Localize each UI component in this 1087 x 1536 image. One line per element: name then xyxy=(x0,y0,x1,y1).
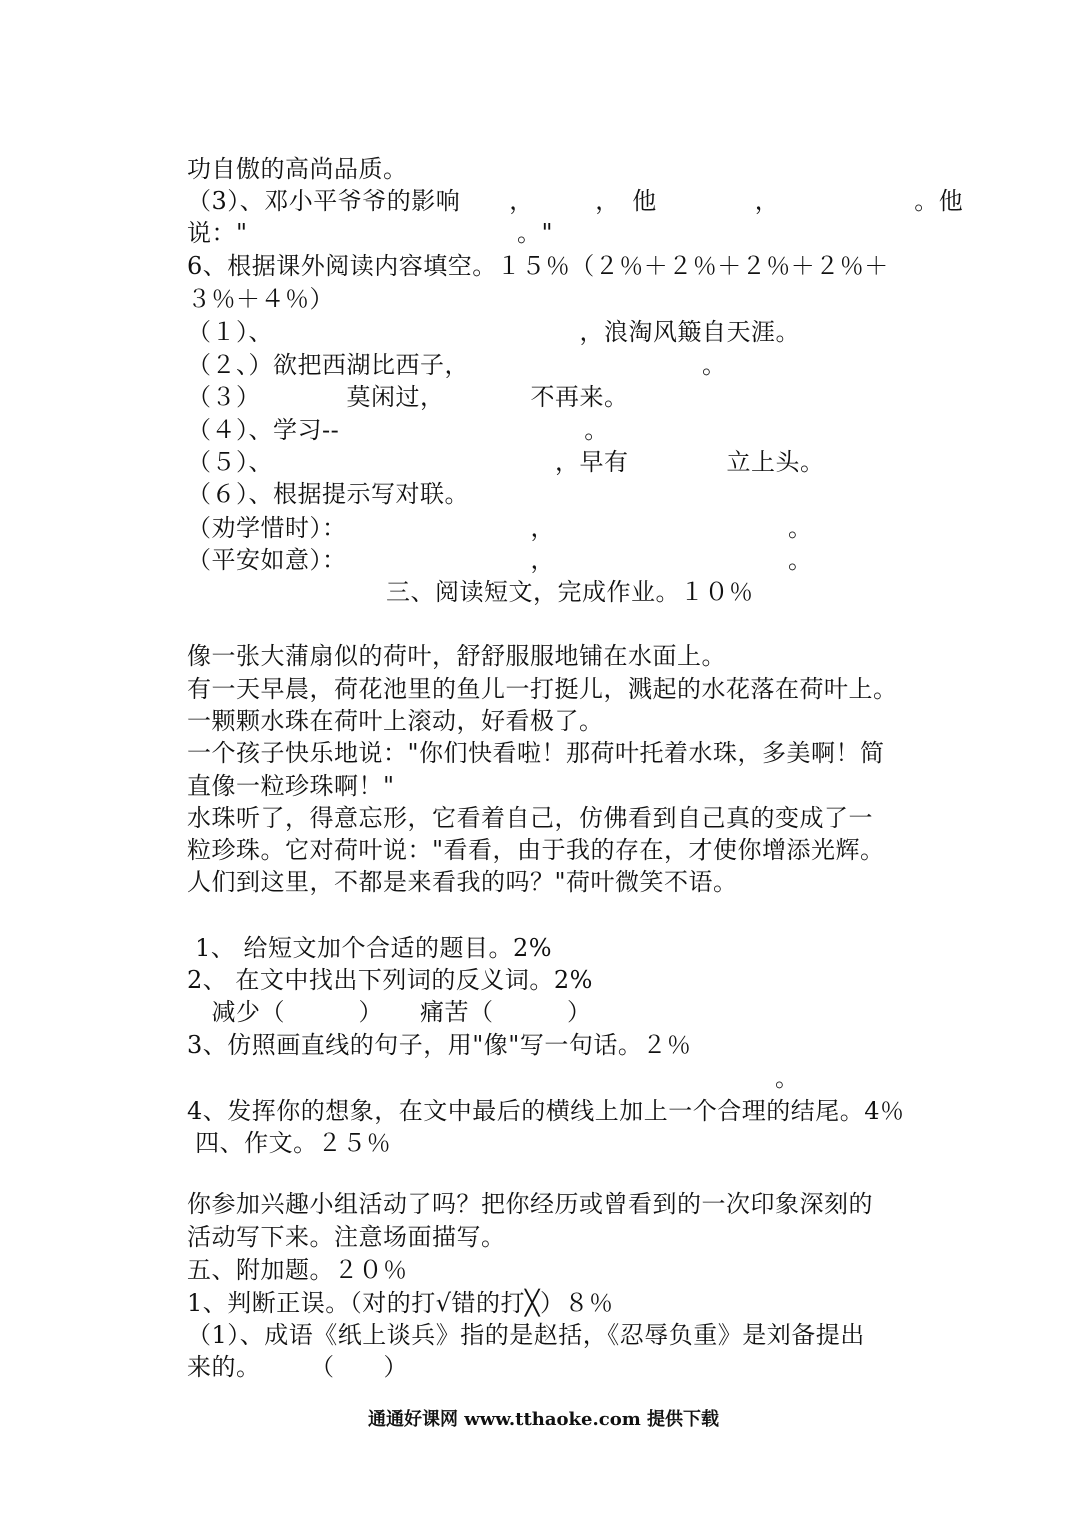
passage-line: 水珠听了，得意忘形，它看着自己，仿佛看到自己真的变成了一 xyxy=(187,804,873,832)
question-line: 2、 在文中找出下列词的反义词。2% xyxy=(187,966,593,994)
page-footer: 通通好课网 www.tthaoke.com 提供下载 xyxy=(367,1409,720,1430)
passage-line: 粒珍珠。它对荷叶说："看看，由于我的存在，才使你增添光辉。 xyxy=(187,836,885,864)
text-line: 功自傲的高尚品质。 xyxy=(187,155,408,183)
passage-line: 一颗颗水珠在荷叶上滚动，好看极了。 xyxy=(187,707,604,735)
text-line: （２、）欲把西湖比西子， 。 xyxy=(187,351,727,379)
question-line: 减少（ ） 痛苦（ ） xyxy=(187,998,592,1026)
question-line: 。 xyxy=(187,1064,800,1092)
text-line: （３） 莫闲过， 不再来。 xyxy=(187,383,629,411)
passage-line: 直像一粒珍珠啊！" xyxy=(187,772,395,800)
text-line: （６）、根据提示写对联。 xyxy=(187,480,469,508)
text-line: （５）、 ，早有 立上头。 xyxy=(187,448,825,476)
text-line: 6、根据课外阅读内容填空。１５％（２％＋２％＋２％＋２％＋ xyxy=(187,252,889,280)
question-line: 1、判断正误。（对的打√错的打╳）８％ xyxy=(187,1289,614,1317)
text-line: 活动写下来。注意场面描写。 xyxy=(187,1223,506,1251)
section-heading: 三、阅读短文，完成作业。１０％ xyxy=(386,578,754,606)
question-line: （1）、成语《纸上谈兵》指的是赵括，《忍辱负重》是刘备提出 xyxy=(187,1321,865,1349)
question-line: 4、发挥你的想象，在文中最后的横线上加上一个合理的结尾。4％ xyxy=(187,1097,905,1125)
passage-line: 一个孩子快乐地说："你们快看啦！那荷叶托着水珠，多美啊！简 xyxy=(187,739,885,767)
text-line: （１）、 ，浪淘风簸自天涯。 xyxy=(187,318,800,346)
text-line: （劝学惜时）： ， 。 xyxy=(187,514,813,542)
question-line: 3、仿照画直线的句子，用"像"写一句话。２％ xyxy=(187,1031,692,1059)
section-heading: 五、附加题。２０％ xyxy=(187,1256,408,1284)
passage-line: 像一张大蒲扇似的荷叶，舒舒服服地铺在水面上。 xyxy=(187,642,726,670)
passage-line: 有一天早晨，荷花池里的鱼儿一打挺儿，溅起的水花落在荷叶上。 xyxy=(187,675,898,703)
text-line: ３％＋４％） xyxy=(187,285,334,313)
text-line: （４）、学习-- 。 xyxy=(187,416,609,444)
passage-line: 人们到这里，不都是来看我的吗？"荷叶微笑不语。 xyxy=(187,868,738,896)
question-line: 来的。 （ ） xyxy=(187,1353,408,1381)
text-line: （3）、邓小平爷爷的影响 ， ， 他 ， 。他 xyxy=(187,187,964,215)
section-heading: 四、作文。２５％ xyxy=(187,1129,392,1157)
text-line: 说：" 。" xyxy=(187,219,554,247)
text-line: （平安如意）： ， 。 xyxy=(187,546,813,574)
text-line: 你参加兴趣小组活动了吗？把你经历或曾看到的一次印象深刻的 xyxy=(187,1190,873,1218)
question-line: 1、 给短文加个合适的题目。2% xyxy=(187,934,553,962)
